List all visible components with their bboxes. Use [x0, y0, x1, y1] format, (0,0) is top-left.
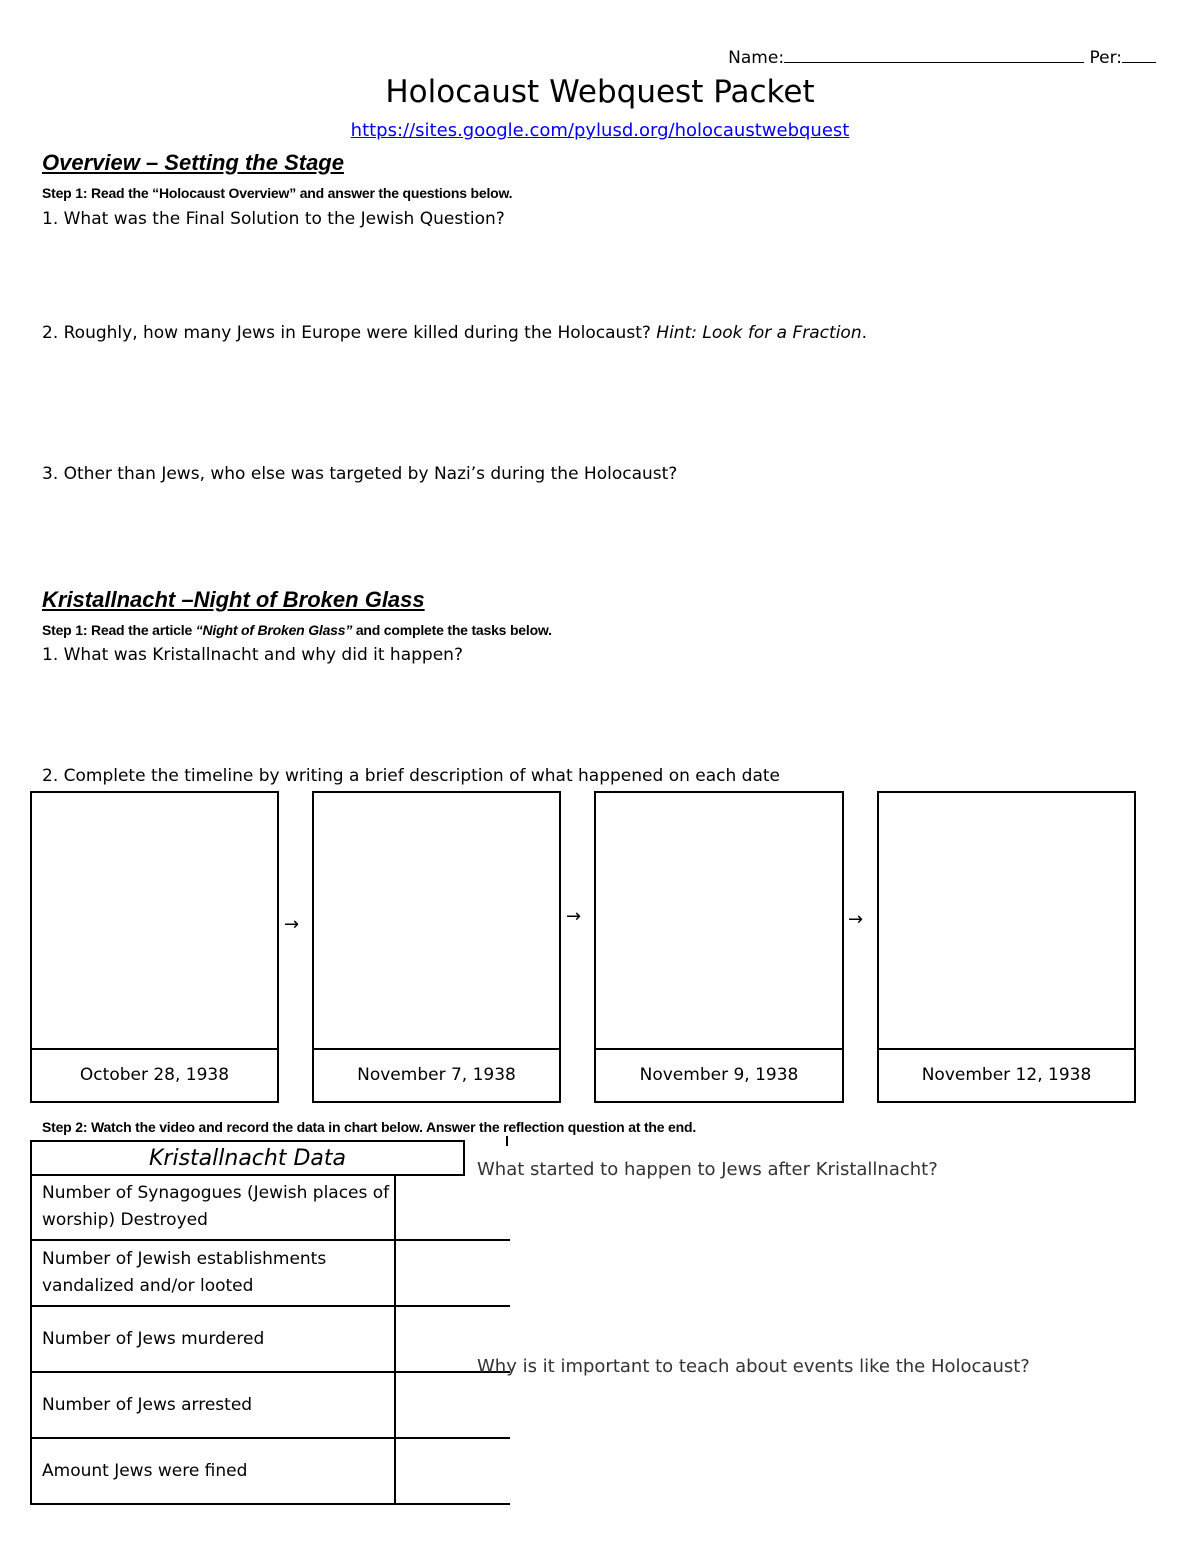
arrow-right-icon: → [284, 914, 300, 935]
name-field[interactable] [784, 46, 1084, 63]
kristallnacht-question-2: 2. Complete the timeline by writing a brief description of what happened on each date [42, 766, 781, 786]
reflection-question-1: What started to happen to Jews after Kristallnacht? [477, 1159, 938, 1180]
table-title: Kristallnacht Data [30, 1140, 465, 1176]
table-row [30, 1241, 510, 1307]
table-row [30, 1439, 510, 1505]
overview-heading: Overview – Setting the Stage [42, 150, 344, 175]
timeline-date: November 9, 1938 [594, 1048, 844, 1103]
reflection-question-2: Why is it important to teach about events like the Holocaust? [477, 1356, 1030, 1377]
row-label: Number of Synagogues (Jewish places of worship) Destroyed [42, 1183, 390, 1230]
question-2-text: 2. Roughly, how many Jews in Europe were killed during the Holocaust? [42, 323, 651, 343]
period-label: Per: [1089, 48, 1122, 68]
overview-step1: Step 1: Read the “Holocaust Overview” and answer the questions below. [42, 185, 513, 201]
overview-question-2: 2. Roughly, how many Jews in Europe were killed during the Holocaust? Hint: Look for a Fraction. [42, 323, 867, 343]
timeline-answer-box[interactable] [312, 791, 561, 1050]
arrow-right-icon: → [848, 909, 864, 930]
timeline-date: November 7, 1938 [312, 1048, 561, 1103]
period-field[interactable] [1122, 46, 1156, 63]
question-2-hint: Hint: Look for a Fraction [656, 323, 862, 343]
table-corner-tick [506, 1136, 508, 1146]
arrow-right-icon: → [566, 906, 582, 927]
kristallnacht-question-1: 1. What was Kristallnacht and why did it happen? [42, 645, 463, 665]
row-label: Number of Jewish establishments vandalized and/or looted [42, 1249, 327, 1296]
name-label: Name: [728, 48, 785, 68]
name-period-line [728, 46, 1156, 68]
row-label: Amount Jews were fined [42, 1460, 248, 1481]
kristallnacht-step2: Step 2: Watch the video and record the data in chart below. Answer the reflection question at the end. [42, 1119, 697, 1135]
timeline-answer-box[interactable] [30, 791, 279, 1050]
kristallnacht-step1: Step 1: Read the article “Night of Broken Glass” and complete the tasks below. [42, 622, 552, 638]
webquest-link[interactable]: https://sites.google.com/pylusd.org/holocaustwebquest [350, 120, 850, 141]
timeline-date: November 12, 1938 [877, 1048, 1136, 1103]
row-label: Number of Jews murdered [42, 1328, 265, 1349]
timeline-answer-box[interactable] [594, 791, 844, 1050]
overview-question-1: 1. What was the Final Solution to the Jewish Question? [42, 209, 505, 229]
overview-question-3: 3. Other than Jews, who else was targeted by Nazi’s during the Holocaust? [42, 464, 678, 484]
kristallnacht-heading: Kristallnacht –Night of Broken Glass [42, 587, 425, 612]
table-row [30, 1175, 510, 1241]
timeline-date: October 28, 1938 [30, 1048, 279, 1103]
timeline-answer-box[interactable] [877, 791, 1136, 1050]
table-row [30, 1307, 510, 1373]
page-title: Holocaust Webquest Packet [385, 74, 815, 110]
row-label: Number of Jews arrested [42, 1394, 253, 1415]
table-row [30, 1373, 510, 1439]
